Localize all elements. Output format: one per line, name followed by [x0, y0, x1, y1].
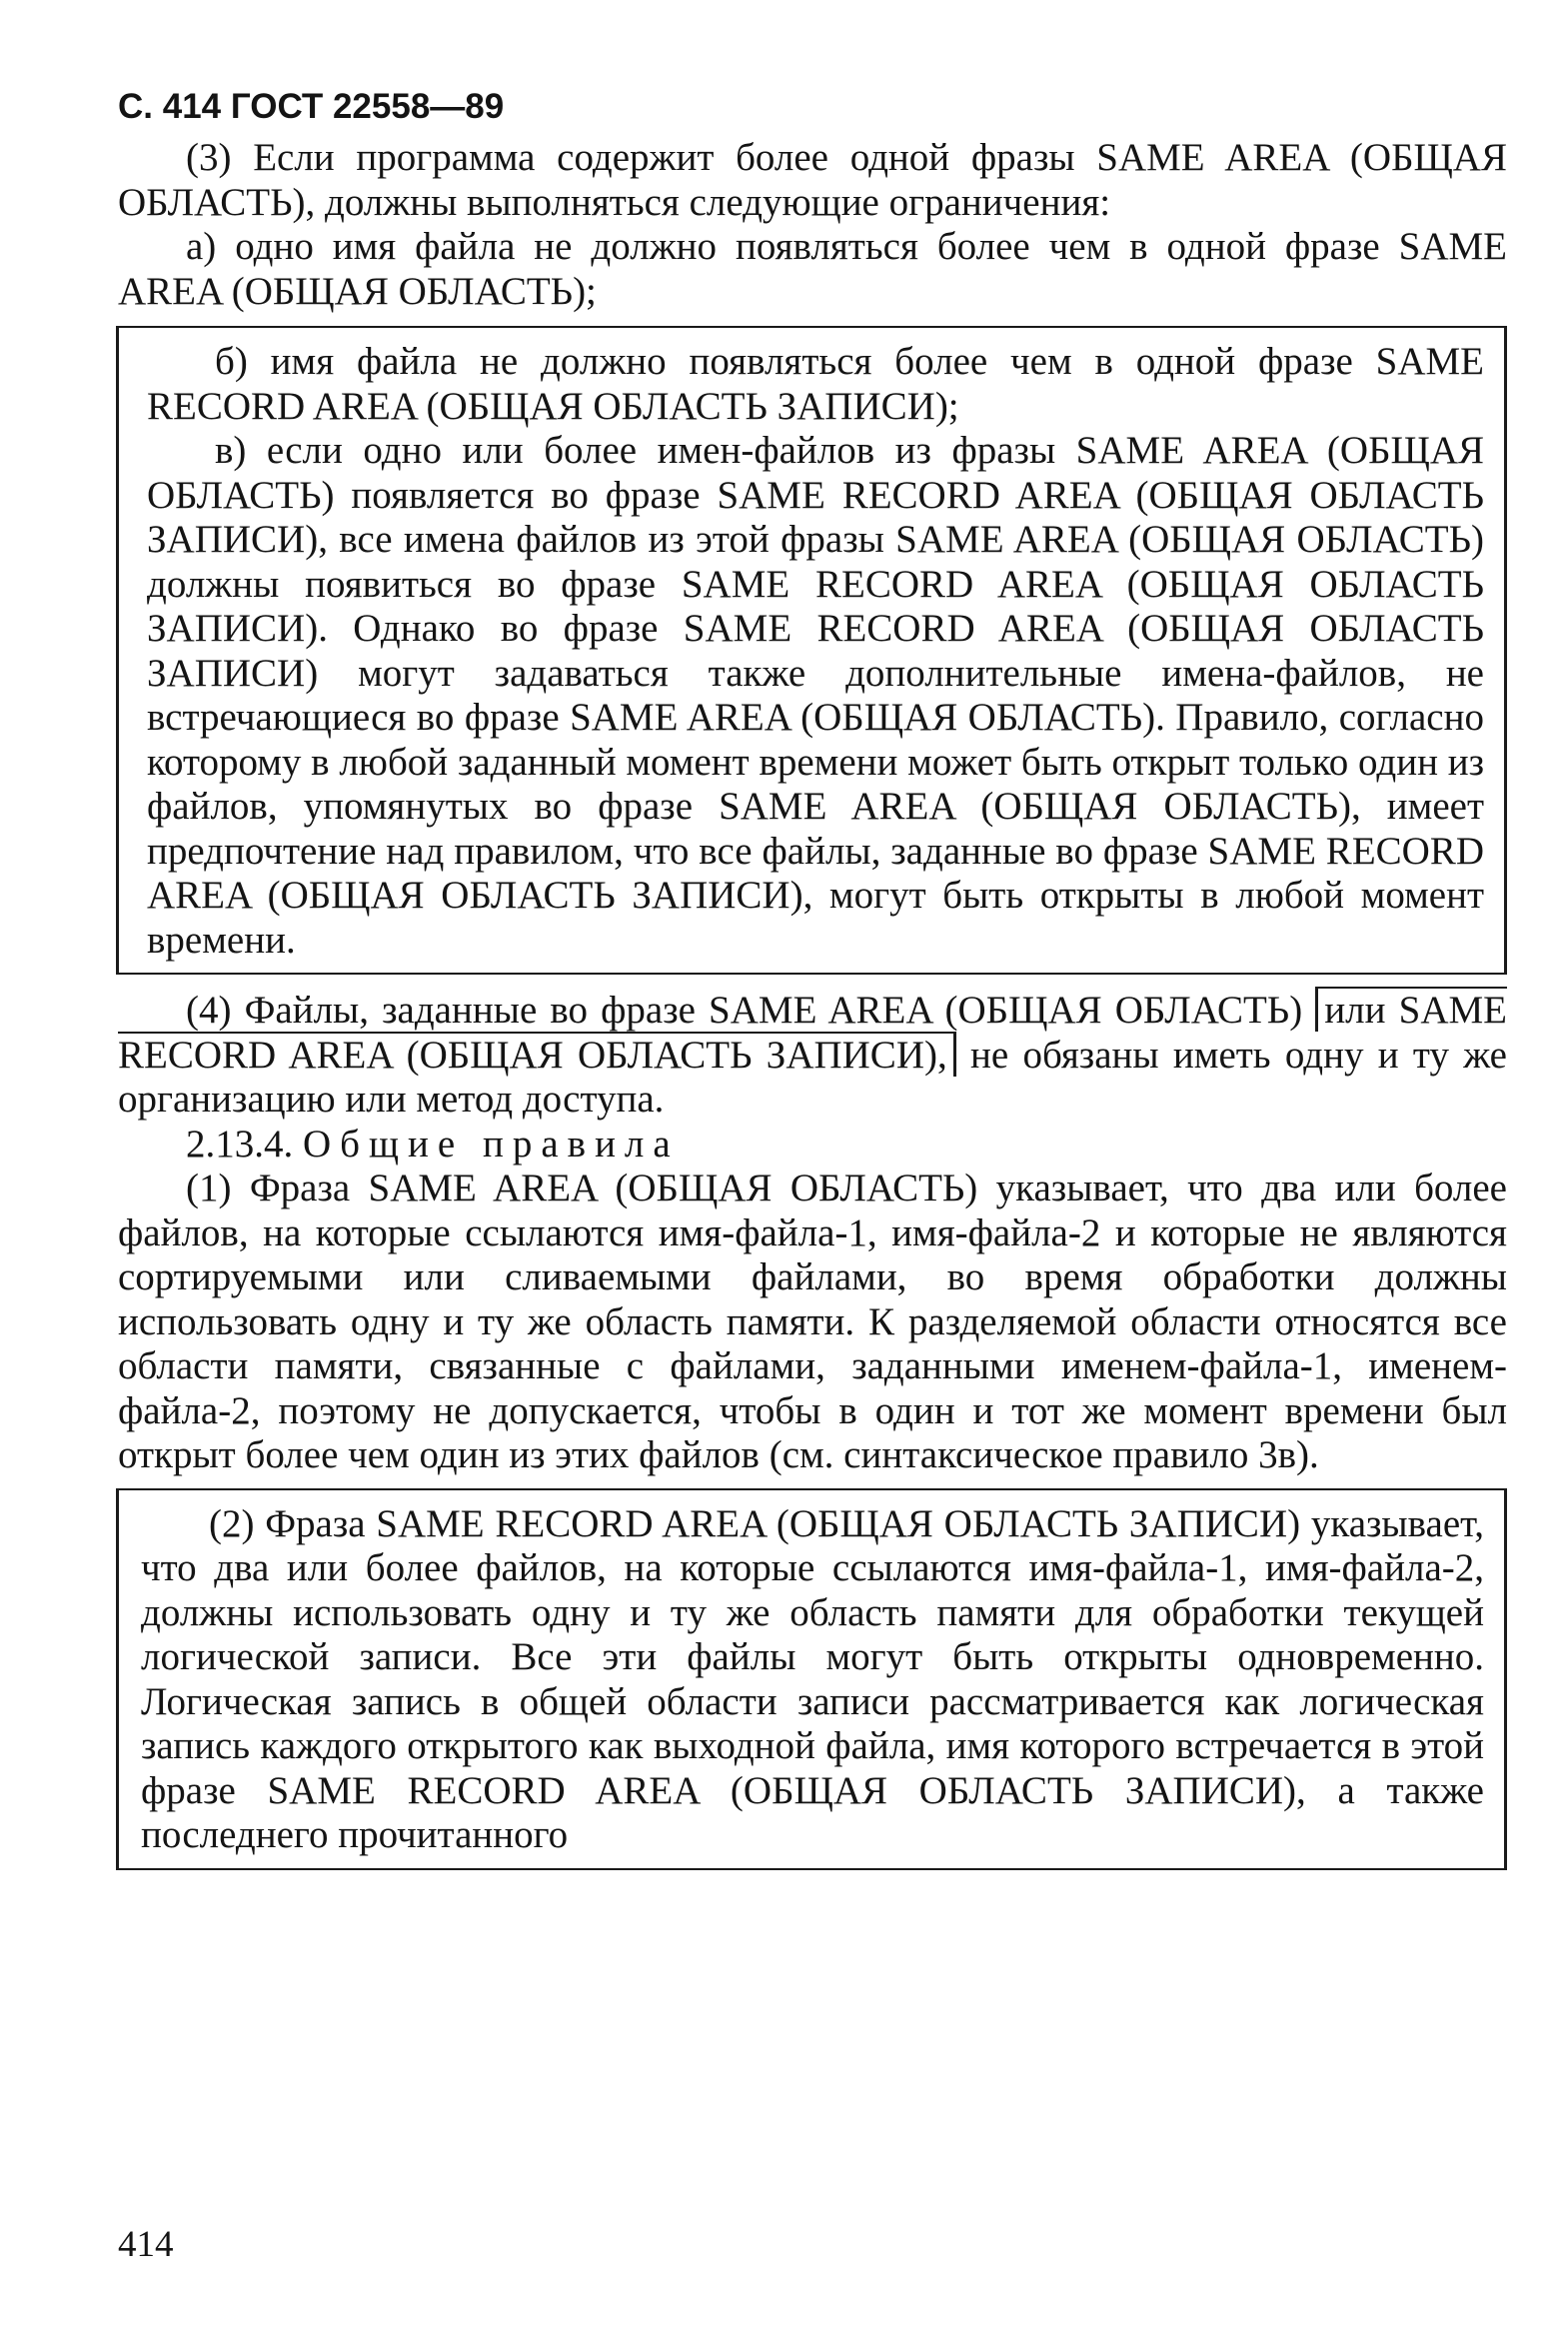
document-page	[118, 84, 1507, 1884]
section-title: Общие правила	[303, 1122, 680, 1166]
paragraph-rule-b: б) имя файла не должно появляться более чем в одной фразе SAME RECORD AREA (ОБЩАЯ ОБЛАСТЬ ЗАПИСИ);	[147, 340, 1484, 428]
page-header: С. 414 ГОСТ 22558—89	[118, 87, 505, 126]
boxed-general-2	[116, 1488, 1507, 1870]
paragraph-general-2: (2) Фраза SAME RECORD AREA (ОБЩАЯ ОБЛАСТЬ ЗАПИСИ) указывает, что два или более файлов, на которые ссылаются имя-файла-1, имя-файла-2, должны использовать одну и ту же область памяти для обработки текущей логической записи. Все эти файлы могут быть открыты одновременно. Логическая запись в общей области записи рассматривается как логическая запись каждого открытого как выходной файла, имя которого встречается в этой фразе SAME RECORD AREA (ОБЩАЯ ОБЛАСТЬ ЗАПИСИ), а также последнего прочитанного	[141, 1501, 1484, 1856]
rule-4-text-after: не обязаны иметь одну и ту же организацию или метод доступа.	[118, 1033, 1507, 1121]
section-number: 2.13.4.	[186, 1122, 294, 1166]
boxed-rules-b-v	[116, 326, 1507, 975]
paragraph-general-1: (1) Фраза SAME AREA (ОБЩАЯ ОБЛАСТЬ) указывает, что два или более файлов, на которые ссылаются имя-файла-1, имя-файла-2 и которые не являются сортируемыми или сливаемыми файлами, во время обработки должны использовать одну и ту же область памяти. К разделяемой области относятся все области памяти, связанные с файлами, заданными именем-файла-1, именем-файла-2, поэтому не допускается, чтобы в один и тот же момент времени был открыт более чем один из этих файлов (см. синтаксическое правило 3в).	[118, 1167, 1507, 1476]
rule-4-text-before: (4) Файлы, заданные во фразе SAME AREA (ОБЩАЯ ОБЛАСТЬ)	[186, 989, 1316, 1032]
paragraph-restrictions: (3) Если программа содержит более одной фразы SAME AREA (ОБЩАЯ ОБЛАСТЬ), должны выполняться следующие ограничения:	[118, 136, 1507, 224]
page-number: 414	[118, 2224, 174, 2265]
rule-4-framed-text: или SAME RECORD AREA (ОБЩАЯ ОБЛАСТЬ ЗАПИСИ),	[118, 989, 1507, 1077]
paragraph-rule-v: в) если одно или более имен-файлов из фразы SAME AREA (ОБЩАЯ ОБЛАСТЬ) появляется во фразе SAME RECORD AREA (ОБЩАЯ ОБЛАСТЬ ЗАПИСИ), все имена файлов из этой фразы SAME AREA (ОБЩАЯ ОБЛАСТЬ) должны появиться во фразе SAME RECORD AREA (ОБЩАЯ ОБЛАСТЬ ЗАПИСИ). Однако во фразе SAME RECORD AREA (ОБЩАЯ ОБЛАСТЬ ЗАПИСИ) могут задаваться также дополнительные имена-файлов, не встречающиеся во фразе SAME AREA (ОБЩАЯ ОБЛАСТЬ). Правило, согласно которому в любой заданный момент времени может быть открыт только один из файлов, упомянутых во фразе SAME AREA (ОБЩАЯ ОБЛАСТЬ), имеет предпочтение над правилом, что все файлы, заданные во фразе SAME RECORD AREA (ОБЩАЯ ОБЛАСТЬ ЗАПИСИ), могут быть открыты в любой момент времени.	[147, 429, 1484, 962]
paragraph-rule-a: а) одно имя файла не должно появляться более чем в одной фразе SAME AREA (ОБЩАЯ ОБЛАСТЬ);	[118, 225, 1507, 313]
paragraph-rule-4	[118, 989, 1507, 1123]
section-heading	[118, 1123, 1507, 1168]
